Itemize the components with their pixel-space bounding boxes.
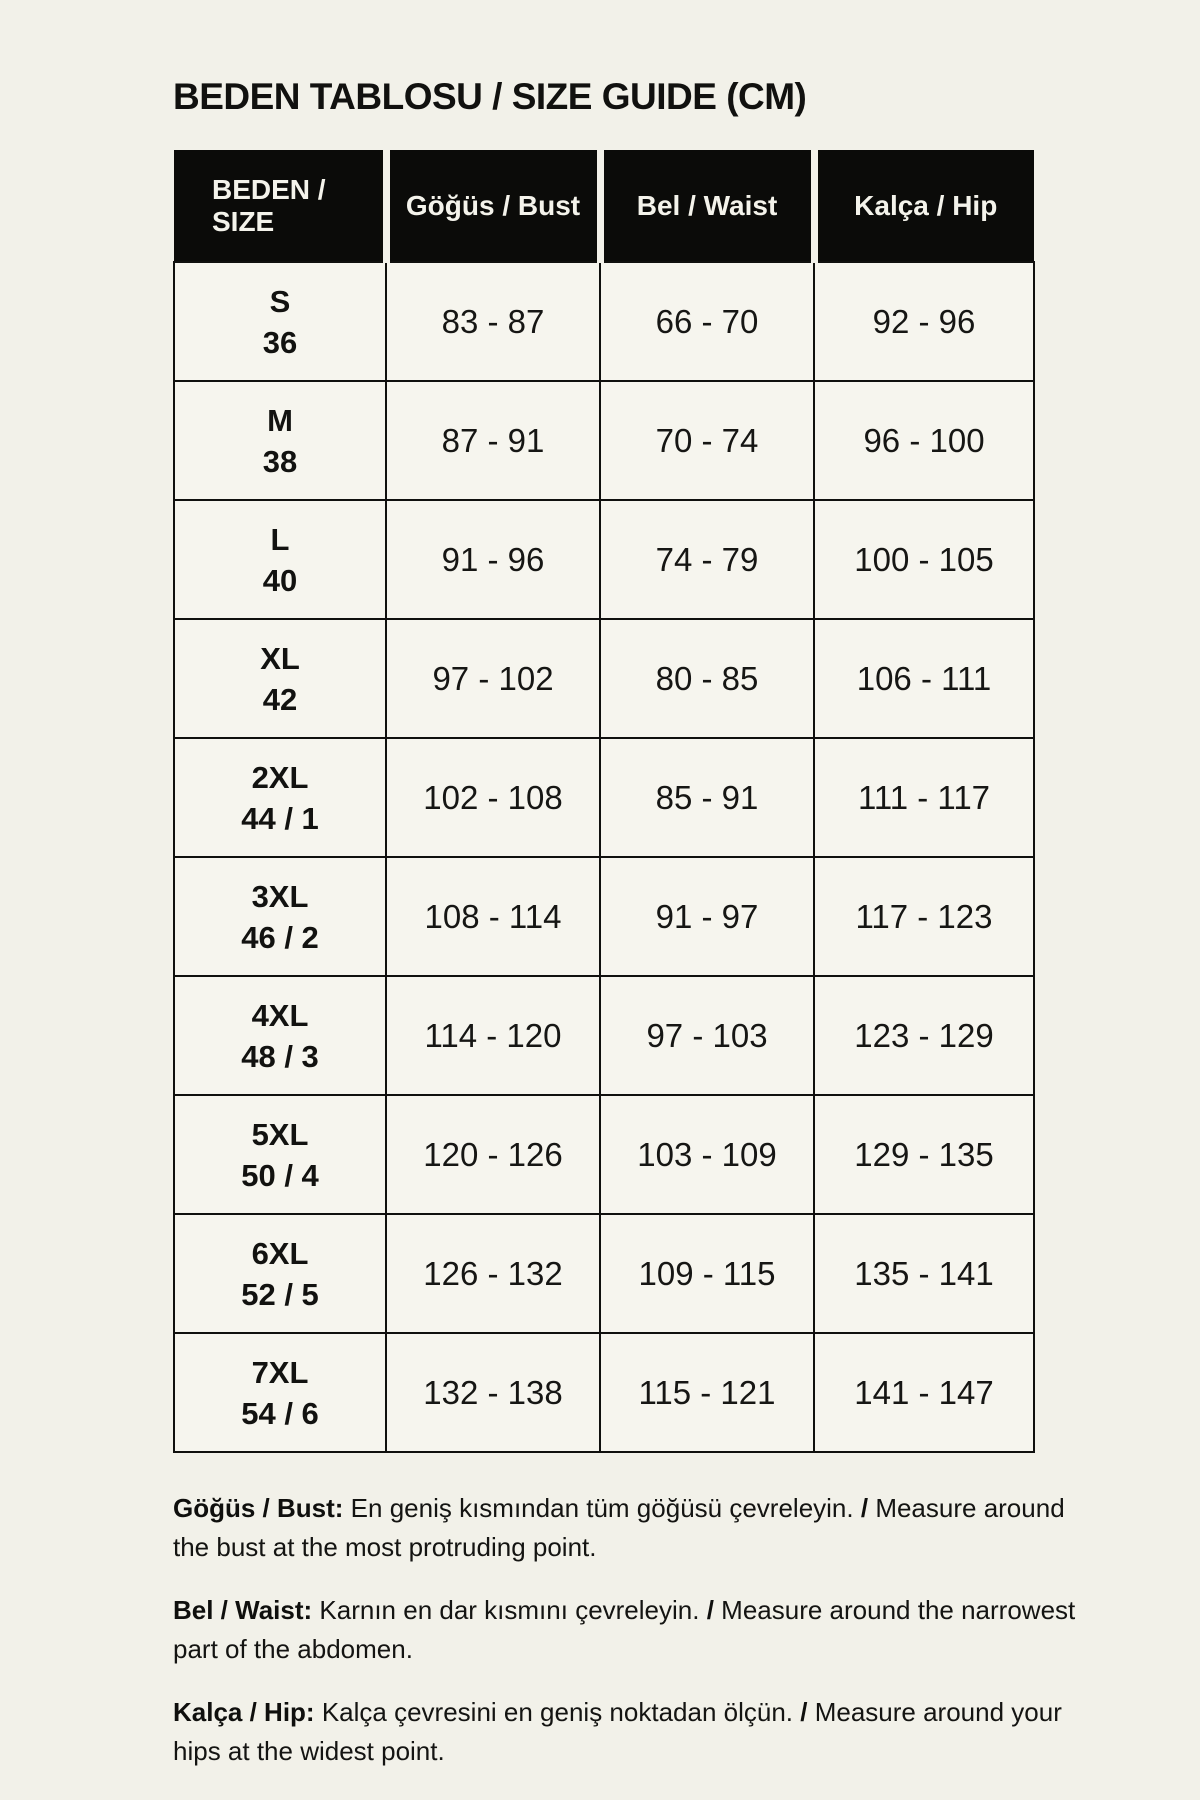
table-row <box>174 857 1034 976</box>
bust-cell: 120 - 126 <box>386 1095 600 1214</box>
note-bust <box>173 1489 1078 1567</box>
bust-cell: 87 - 91 <box>386 381 600 500</box>
hip-cell: 100 - 105 <box>814 500 1034 619</box>
size-cell <box>174 1333 386 1452</box>
note-bust-separator: / <box>860 1493 869 1523</box>
size-detail: 38 <box>262 443 298 479</box>
note-waist-tr: Karnın en dar kısmını çevreleyin. <box>319 1595 700 1625</box>
size-label: 7XL <box>251 1354 309 1390</box>
size-cell <box>174 500 386 619</box>
size-label: XL <box>260 640 300 676</box>
size-label: 3XL <box>251 878 309 914</box>
size-label: M <box>267 402 293 438</box>
note-bust-label: Göğüs / Bust: <box>173 1493 344 1523</box>
waist-cell: 74 - 79 <box>600 500 814 619</box>
hip-cell: 106 - 111 <box>814 619 1034 738</box>
table-row <box>174 1214 1034 1333</box>
size-detail: 50 / 4 <box>241 1157 319 1193</box>
size-guide-table <box>173 150 1035 1453</box>
size-detail: 44 / 1 <box>241 800 319 836</box>
note-waist <box>173 1591 1078 1669</box>
table-row <box>174 619 1034 738</box>
waist-cell: 70 - 74 <box>600 381 814 500</box>
hip-cell: 111 - 117 <box>814 738 1034 857</box>
size-label: 5XL <box>251 1116 309 1152</box>
note-hip-label: Kalça / Hip: <box>173 1697 315 1727</box>
table-row <box>174 381 1034 500</box>
note-waist-label: Bel / Waist: <box>173 1595 313 1625</box>
size-cell <box>174 1095 386 1214</box>
bust-cell: 126 - 132 <box>386 1214 600 1333</box>
waist-cell: 109 - 115 <box>600 1214 814 1333</box>
bust-cell: 114 - 120 <box>386 976 600 1095</box>
bust-cell: 102 - 108 <box>386 738 600 857</box>
measurement-notes <box>173 1489 1078 1771</box>
size-label: 4XL <box>251 997 309 1033</box>
waist-cell: 85 - 91 <box>600 738 814 857</box>
table-header-row <box>174 150 1034 262</box>
size-detail: 48 / 3 <box>241 1038 319 1074</box>
size-label: 6XL <box>251 1235 309 1271</box>
column-header-size: BEDEN / SIZE <box>174 150 386 262</box>
hip-cell: 96 - 100 <box>814 381 1034 500</box>
note-waist-separator: / <box>706 1595 714 1625</box>
size-label: L <box>270 521 290 557</box>
note-hip <box>173 1693 1078 1771</box>
bust-cell: 132 - 138 <box>386 1333 600 1452</box>
hip-cell: 92 - 96 <box>814 262 1034 381</box>
size-detail: 46 / 2 <box>241 919 319 955</box>
column-header-waist: Bel / Waist <box>600 150 814 262</box>
size-label: 2XL <box>251 759 309 795</box>
bust-cell: 97 - 102 <box>386 619 600 738</box>
note-bust-en: Measure around the bust at the most protruding point. <box>173 1493 1065 1562</box>
table-row <box>174 1333 1034 1452</box>
hip-cell: 117 - 123 <box>814 857 1034 976</box>
table-row <box>174 1095 1034 1214</box>
page-title: BEDEN TABLOSU / SIZE GUIDE (CM) <box>173 76 807 117</box>
hip-cell: 135 - 141 <box>814 1214 1034 1333</box>
note-hip-tr: Kalça çevresini en geniş noktadan ölçün. <box>321 1697 794 1727</box>
size-cell <box>174 262 386 381</box>
size-detail: 52 / 5 <box>241 1276 319 1312</box>
note-hip-en: Measure around your hips at the widest point. <box>173 1697 1062 1766</box>
size-detail: 42 <box>262 681 298 717</box>
hip-cell: 129 - 135 <box>814 1095 1034 1214</box>
note-waist-en: Measure around the narrowest part of the abdomen. <box>173 1595 1076 1664</box>
column-header-bust: Göğüs / Bust <box>386 150 600 262</box>
waist-cell: 66 - 70 <box>600 262 814 381</box>
size-detail: 36 <box>262 324 298 360</box>
waist-cell: 80 - 85 <box>600 619 814 738</box>
note-bust-tr: En geniş kısmından tüm göğüsü çevreleyin. <box>350 1493 854 1523</box>
table-row <box>174 262 1034 381</box>
hip-cell: 141 - 147 <box>814 1333 1034 1452</box>
waist-cell: 91 - 97 <box>600 857 814 976</box>
hip-cell: 123 - 129 <box>814 976 1034 1095</box>
bust-cell: 108 - 114 <box>386 857 600 976</box>
size-cell <box>174 976 386 1095</box>
note-hip-separator: / <box>800 1697 808 1727</box>
waist-cell: 97 - 103 <box>600 976 814 1095</box>
waist-cell: 115 - 121 <box>600 1333 814 1452</box>
table-row <box>174 976 1034 1095</box>
size-detail: 40 <box>262 562 298 598</box>
size-cell <box>174 857 386 976</box>
size-cell <box>174 619 386 738</box>
size-cell <box>174 1214 386 1333</box>
size-cell <box>174 381 386 500</box>
size-cell <box>174 738 386 857</box>
column-header-hip: Kalça / Hip <box>814 150 1034 262</box>
table-row <box>174 500 1034 619</box>
bust-cell: 83 - 87 <box>386 262 600 381</box>
bust-cell: 91 - 96 <box>386 500 600 619</box>
size-label: S <box>269 283 291 319</box>
waist-cell: 103 - 109 <box>600 1095 814 1214</box>
size-detail: 54 / 6 <box>241 1395 319 1431</box>
table-row <box>174 738 1034 857</box>
